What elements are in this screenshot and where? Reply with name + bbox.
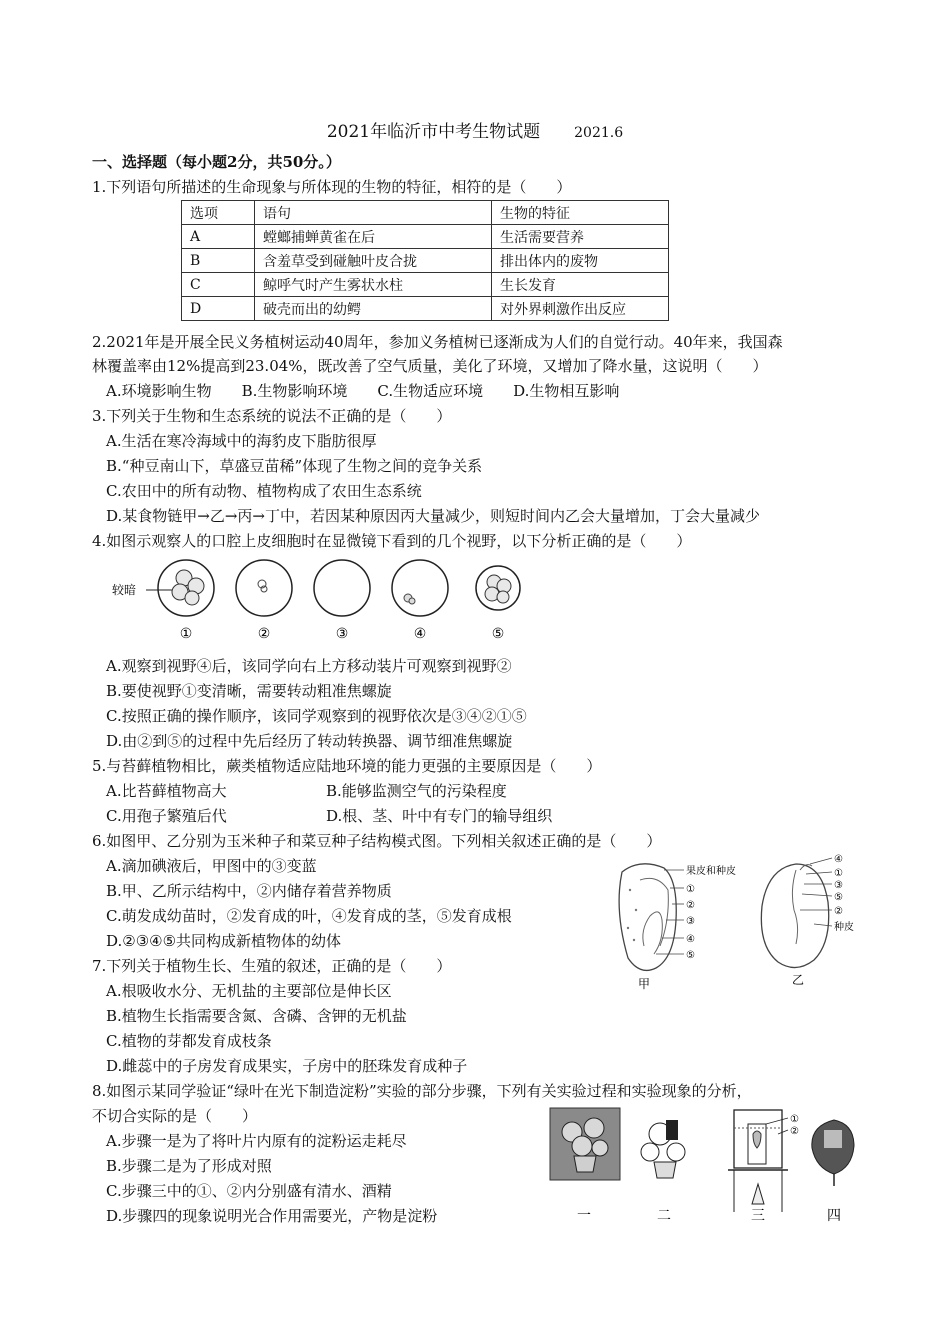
jia-part-label: 果皮和种皮 — [686, 866, 736, 877]
field-label-2: ② — [257, 626, 271, 642]
jia-label: 甲 — [637, 977, 651, 991]
jia-part-label: ③ — [686, 916, 695, 927]
table-row — [182, 273, 669, 297]
q5-option-b: B.能够监测空气的污染程度 — [326, 782, 507, 800]
step-1-dark-plant — [550, 1108, 620, 1180]
step-label-2: 二 — [657, 1208, 671, 1224]
table-cell: 生长发育 — [492, 273, 669, 297]
q5-option-c: C.用孢子繁殖后代 — [106, 807, 227, 825]
section-heading: 一、选择题（每小题2分，共50分。） — [92, 153, 341, 171]
q7-option-b: B.植物生长指需要含氮、含磷、含钾的无机盐 — [106, 1007, 407, 1025]
q5-option-a: A.比苔藓植物高大 — [106, 782, 227, 800]
q6-option-a: A.滴加碘液后，甲图中的③变蓝 — [106, 857, 317, 875]
field-label-1: ① — [179, 626, 193, 642]
jia-part-label: ① — [686, 884, 695, 895]
exam-date: 2021.6 — [574, 125, 624, 141]
q3-stem: 3.下列关于生物和生态系统的说法不正确的是（ ） — [92, 407, 452, 425]
q4-option-b: B.要使视野①变清晰，需要转动粗准焦螺旋 — [106, 682, 392, 700]
q8-option-b: B.步骤二是为了形成对照 — [106, 1157, 272, 1175]
step-label-4: 四 — [827, 1208, 841, 1224]
table-cell: C — [182, 273, 255, 297]
field-5 — [476, 566, 520, 610]
q1-table — [181, 200, 669, 321]
table-cell: 对外界刺激作出反应 — [492, 297, 669, 321]
table-cell: 鲸呼气时产生雾状水柱 — [255, 273, 492, 297]
seed-structure-figure — [600, 850, 862, 992]
q3-option-b: B.“种豆南山下，草盛豆苗稀”体现了生物之间的竞争关系 — [106, 457, 483, 475]
exam-title: 2021年临沂市中考生物试题 — [326, 122, 541, 142]
table-row — [182, 297, 669, 321]
jia-part-label: ④ — [686, 934, 695, 945]
q8-option-c: C.步骤三中的①、②内分别盛有清水、酒精 — [106, 1182, 392, 1200]
field-2 — [236, 560, 292, 616]
step-4-stained-leaf — [812, 1120, 854, 1186]
q6-option-b: B.甲、乙所示结构中，②内储存着营养物质 — [106, 882, 392, 900]
q1-stem: 1.下列语句所描述的生命现象与所体现的生物的特征，相符的是（ ） — [92, 178, 572, 196]
yi-part-label: 种皮 — [834, 922, 854, 933]
field-label-5: ⑤ — [491, 626, 505, 642]
table-header-cell: 语句 — [255, 201, 492, 225]
jia-part-label: ② — [686, 900, 695, 911]
table-cell: 排出体内的废物 — [492, 249, 669, 273]
q8-option-a: A.步骤一是为了将叶片内原有的淀粉运走耗尽 — [106, 1132, 407, 1150]
step-label-3: 三 — [751, 1208, 765, 1224]
field-label-4: ④ — [413, 626, 427, 642]
field-label-3: ③ — [335, 626, 349, 642]
starch-experiment-figure — [548, 1104, 858, 1224]
q4-option-a: A.观察到视野④后，该同学向右上方移动装片可观察到视野② — [106, 657, 512, 675]
field-3 — [314, 560, 370, 616]
yi-part-label: ② — [834, 906, 843, 917]
table-cell: A — [182, 225, 255, 249]
table-cell: 生活需要营养 — [492, 225, 669, 249]
field-1 — [158, 560, 214, 616]
q4-option-d: D.由②到⑤的过程中先后经历了转动转换器、调节细准焦螺旋 — [106, 732, 513, 750]
q7-stem: 7.下列关于植物生长、生殖的叙述，正确的是（ ） — [92, 957, 452, 975]
page-title — [0, 117, 950, 142]
q5-stem: 5.与苔藓植物相比，蕨类植物适应陆地环境的能力更强的主要原因是（ ） — [92, 757, 602, 775]
table-header-row — [182, 201, 669, 225]
q4-stem: 4.如图示观察人的口腔上皮细胞时在显微镜下看到的几个视野，以下分析正确的是（ ） — [92, 532, 692, 550]
q3-option-a: A.生活在寒冷海域中的海豹皮下脂肪很厚 — [106, 432, 377, 450]
beaker-mark-label: ① — [790, 1114, 799, 1125]
field-4 — [392, 560, 448, 616]
step-label-1: 一 — [577, 1208, 591, 1224]
step-2-covered-leaf — [641, 1120, 685, 1178]
q3-option-d: D.某食物链甲→乙→丙→丁中，若因某种原因丙大量减少，则短时间内乙会大量增加，丁会大量减少 — [106, 507, 760, 525]
q8-option-d: D.步骤四的现象说明光合作用需要光，产物是淀粉 — [106, 1207, 438, 1225]
q6-option-c: C.萌发成幼苗时，②发育成的叶，④发育成的茎，⑤发育成根 — [106, 907, 512, 925]
figure-label-dim: 较暗 — [112, 583, 137, 597]
q7-option-a: A.根吸收水分、无机盐的主要部位是伸长区 — [106, 982, 392, 1000]
q5-option-d: D.根、茎、叶中有专门的输导组织 — [326, 807, 553, 825]
table-cell: 破壳而出的幼鳄 — [255, 297, 492, 321]
yi-part-label: ① — [834, 868, 843, 879]
q7-option-c: C.植物的芽都发育成枝条 — [106, 1032, 272, 1050]
yi-part-label: ③ — [834, 880, 843, 891]
q6-option-d: D.②③④⑤共同构成新植物体的幼体 — [106, 932, 342, 950]
corn-seed-diagram — [619, 864, 684, 971]
q4-option-c: C.按照正确的操作顺序，该同学观察到的视野依次是③④②①⑤ — [106, 707, 527, 725]
yi-label: 乙 — [791, 973, 805, 987]
table-cell: 螳螂捕蝉黄雀在后 — [255, 225, 492, 249]
beaker-mark-label: ② — [790, 1126, 799, 1137]
table-cell: B — [182, 249, 255, 273]
yi-part-label: ④ — [834, 854, 843, 865]
table-cell: 含羞草受到碰触叶皮合拢 — [255, 249, 492, 273]
yi-part-label: ⑤ — [834, 892, 843, 903]
q8-line2: 不切合实际的是（ ） — [92, 1107, 258, 1125]
table-row — [182, 225, 669, 249]
step-3-water-bath — [728, 1110, 788, 1212]
table-cell: D — [182, 297, 255, 321]
q3-option-c: C.农田中的所有动物、植物构成了农田生态系统 — [106, 482, 422, 500]
table-row — [182, 249, 669, 273]
jia-part-label: ⑤ — [686, 950, 695, 961]
q7-option-d: D.雌蕊中的子房发育成果实，子房中的胚珠发育成种子 — [106, 1057, 468, 1075]
bean-seed-diagram — [761, 858, 832, 968]
table-header-cell: 选项 — [182, 201, 255, 225]
table-header-cell: 生物的特征 — [492, 201, 669, 225]
q2-line2: 林覆盖率由12%提高到23.04%，既改善了空气质量，美化了环境，又增加了降水量，这说明（ ） — [92, 357, 768, 375]
q2-options: A.环境影响生物 B.生物影响环境 C.生物适应环境 D.生物相互影响 — [106, 382, 620, 400]
microscope-fields-figure — [112, 556, 522, 644]
q8-line1: 8.如图示某同学验证“绿叶在光下制造淀粉”实验的部分步骤，下列有关实验过程和实验现象的分析， — [92, 1082, 752, 1100]
q6-stem: 6.如图甲、乙分别为玉米种子和菜豆种子结构模式图。下列相关叙述正确的是（ ） — [92, 832, 662, 850]
q2-line1: 2.2021年是开展全民义务植树运动40周年，参加义务植树已逐渐成为人们的自觉行动。40年来，我国森 — [92, 333, 783, 351]
